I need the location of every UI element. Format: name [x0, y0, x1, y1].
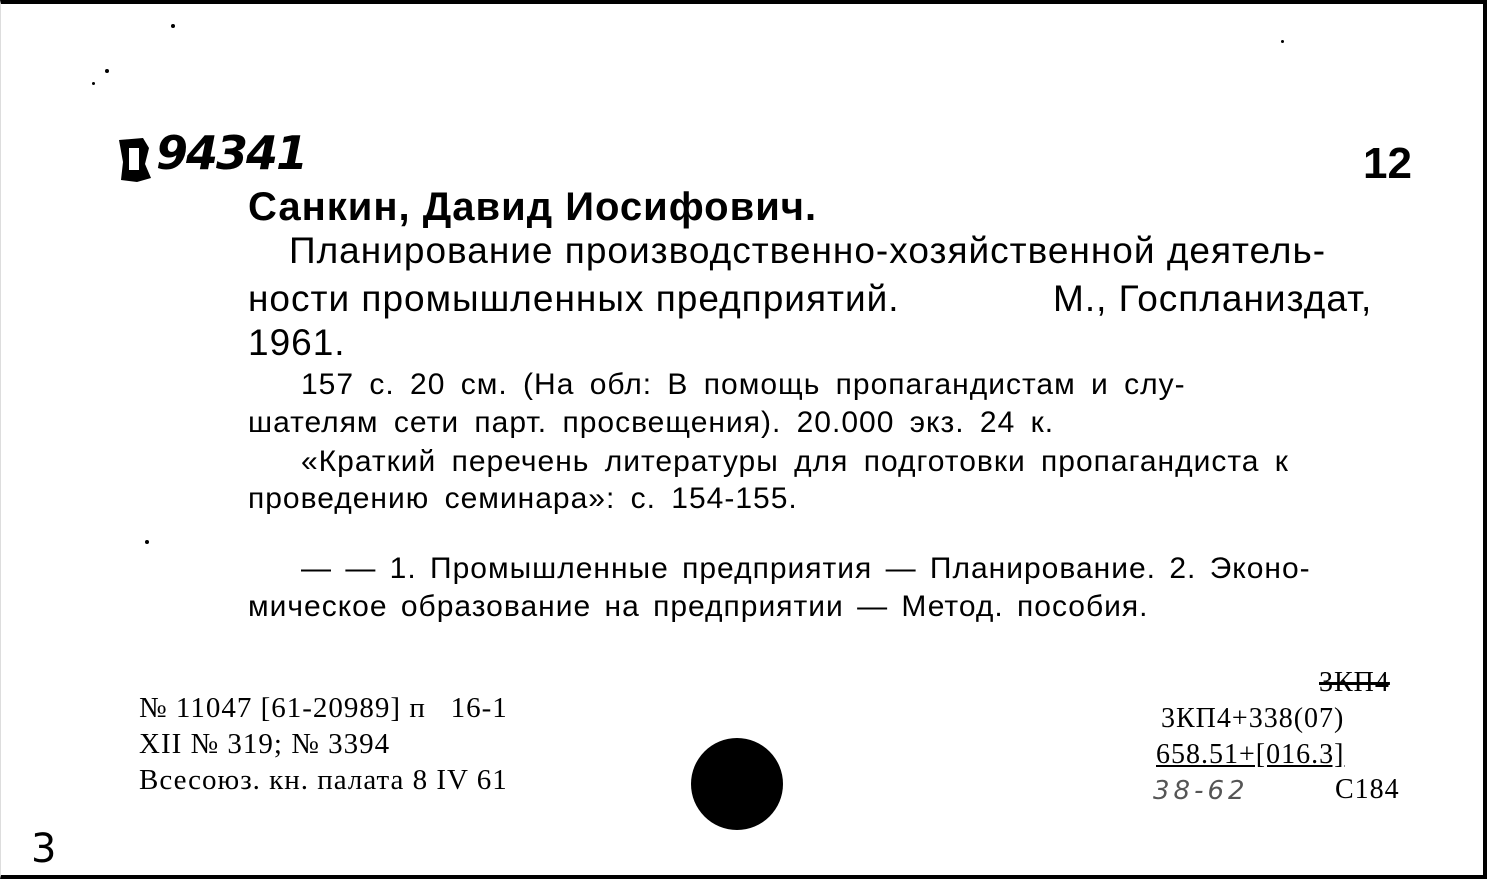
classification-struck: 3КП4 [1319, 667, 1390, 698]
title-line-3: 1961. [248, 322, 346, 363]
title-line-2: ности промышленных предприятий. [248, 278, 900, 319]
classification-line-3: С184 [1335, 774, 1400, 805]
publisher: М., Госпланиздат, [1053, 278, 1373, 319]
footer-line-3: Всесоюз. кн. палата 8 IV 61 [139, 764, 508, 796]
footer-line-2: XII № 319; № 3394 [139, 728, 391, 760]
classification-line-2: 658.51+[016.3] [1156, 739, 1345, 770]
speck-icon [171, 24, 175, 28]
note-line-2: проведению семинара»: с. 154-155. [248, 482, 798, 515]
corner-mark: 3 [31, 826, 57, 872]
punch-hole-icon [691, 738, 783, 830]
footer-line-1: № 11047 [61-20989] п 16-1 [139, 692, 508, 724]
subject-line-2: мическое образование на предприятии — Метод. пособия. [248, 590, 1149, 623]
physical-line-2: шателям сети парт. просвещения). 20.000 экз. 24 к. [248, 406, 1055, 439]
speck-icon [1281, 40, 1284, 43]
author-heading: Санкин, Давид Иосифович. [248, 185, 818, 229]
note-line-1: «Краткий перечень литературы для подготовки пропагандиста к [301, 445, 1289, 478]
speck-icon [92, 82, 95, 85]
speck-icon [145, 540, 149, 544]
handwritten-code: 38-62 [1153, 776, 1249, 806]
classification-line-1: 3КП4+338(07) [1161, 703, 1345, 734]
stamp-glyph-icon [115, 134, 155, 186]
subject-line-1: — — 1. Промышленные предприятия — Планирование. 2. Эконо- [301, 552, 1311, 585]
speck-icon [105, 69, 109, 73]
title-line-1: Планирование производственно-хозяйственной деятель- [289, 230, 1327, 271]
page-number: 12 [1363, 139, 1412, 188]
stamp-number: 94341 [156, 126, 307, 180]
physical-line-1: 157 с. 20 см. (На обл: В помощь пропагандистам и слу- [301, 368, 1186, 401]
